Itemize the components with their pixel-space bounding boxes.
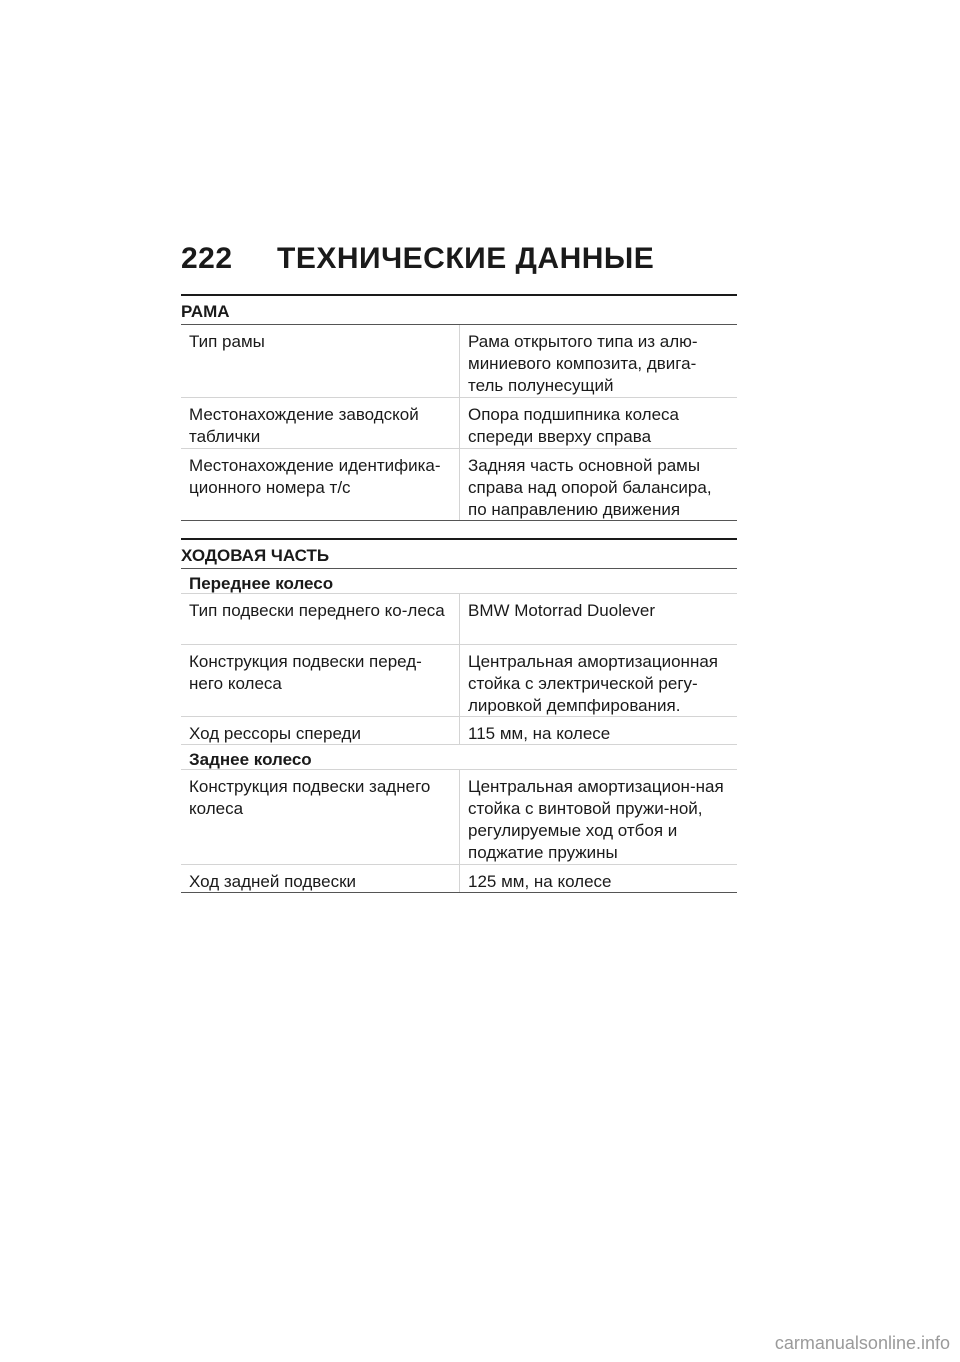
watermark: carmanualsonline.info	[774, 1333, 950, 1353]
row-value: Задняя часть основной рамы справа над опорой балансира, по направлению движения	[468, 456, 712, 519]
row-value: 125 мм, на колесе	[468, 872, 612, 891]
row-label: Тип подвески переднего ко-леса	[181, 594, 460, 644]
table-row	[181, 770, 737, 865]
table-row	[181, 325, 737, 398]
table-row	[181, 865, 737, 893]
page-number: 222	[181, 242, 233, 275]
row-label: Местонахождение заводской таблички	[181, 398, 460, 448]
row-value: 115 мм, на колесе	[468, 724, 611, 743]
chassis-section	[181, 538, 737, 893]
table-row	[181, 449, 737, 521]
row-label: Тип рамы	[181, 325, 460, 397]
page-title: ТЕХНИЧЕСКИЕ ДАННЫЕ	[277, 242, 655, 275]
row-value: Центральная амортизационная стойка с электрической регу-лировкой демпфирования.	[468, 652, 718, 715]
table-row	[181, 398, 737, 449]
table-row	[181, 717, 737, 745]
table-row	[181, 594, 737, 645]
frame-section	[181, 294, 737, 521]
row-value: Центральная амортизацион-ная стойка с винтовой пружи-ной, регулируемые ход отбоя и поджатие пружины	[468, 777, 724, 862]
row-value: Рама открытого типа из алю-миниевого композита, двига-тель полунесущий	[468, 332, 698, 395]
frame-table	[181, 324, 737, 521]
row-label: Конструкция подвески перед-него колеса	[181, 645, 460, 716]
row-value: Опора подшипника колеса спереди вверху справа	[468, 405, 679, 446]
page-header	[181, 242, 654, 282]
row-value: BMW Motorrad Duolever	[468, 601, 656, 620]
frame-section-title: РАМА	[181, 294, 737, 324]
chassis-section-title: ХОДОВАЯ ЧАСТЬ	[181, 538, 737, 568]
row-label: Ход задней подвески	[181, 865, 460, 892]
front-wheel-subtitle: Переднее колесо	[181, 569, 737, 594]
chassis-table	[181, 568, 737, 893]
row-label: Конструкция подвески заднего колеса	[181, 770, 460, 864]
rear-wheel-subtitle: Заднее колесо	[181, 745, 737, 770]
row-label: Местонахождение идентифика-ционного номера т/с	[181, 449, 460, 520]
table-row	[181, 645, 737, 717]
row-label: Ход рессоры спереди	[181, 717, 460, 744]
